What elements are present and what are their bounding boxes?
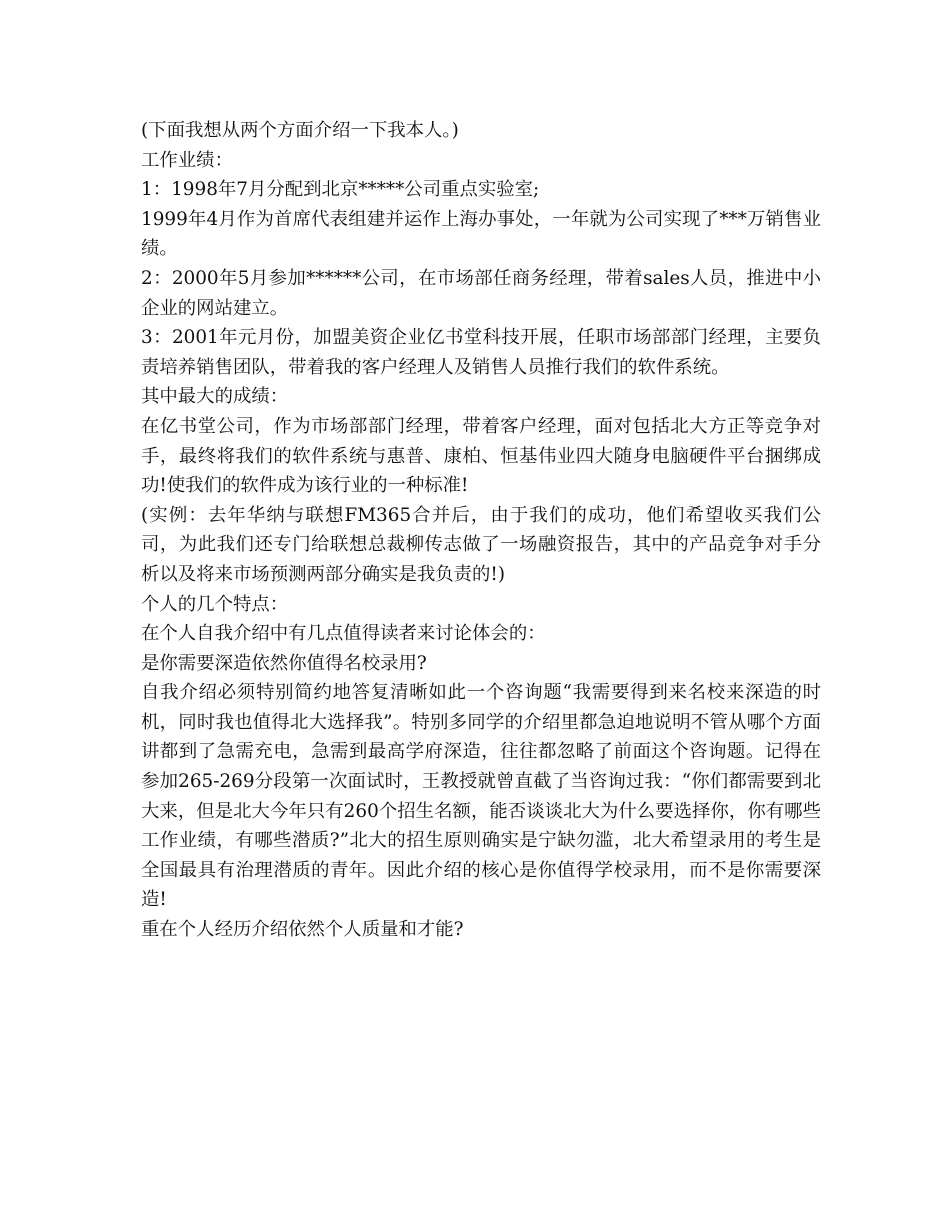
paragraph-discussion-points: 在个人自我介绍中有几点值得读者来讨论体会的： (141, 623, 546, 645)
paragraph-biggest-achievement: 在亿书堂公司，作为市场部部门经理，带着客户经理，面对包括北大方正等竞争对手，最终将我们的软件系统与惠普、康柏、恒基伟业四大随身电脑硬件平台捆绑成功!使我们的软件成为该行业的一种标准! (141, 415, 821, 497)
heading-personal-traits: 个人的几个特点： (141, 593, 289, 615)
heading-work-achievements: 工作业绩： (141, 149, 233, 171)
document-body (141, 116, 821, 945)
heading-biggest-achievement: 其中最大的成绩： (141, 386, 289, 408)
question-experience-or-quality: 重在个人经历介绍依然个人质量和才能? (141, 919, 464, 941)
paragraph-self-introduction-advice: 自我介绍必须特别简约地答复清晰如此一个咨询题“我需要得到来名校来深造的时机，同时我也值得北大选择我”。特别多同学的介绍里都急迫地说明不管从哪个方面讲都到了急需充电，急需到最高学府深造，往往都忽略了前面这个咨询题。记得在参加265-269分段第一次面试时，王教授就曾直截了当咨询过我：“你们都需要到北大来，但是北大今年只有260个招生名额，能否谈谈北大为什么要选择你，你有哪些工作业绩，有哪些潜质?”北大的招生原则确实是宁缺勿滥，北大希望录用的考生是全国最具有治理潜质的青年。因此介绍的核心是你值得学校录用，而不是你需要深造! (141, 682, 821, 911)
paragraph-achievement-1-continued: 1999年4月作为首席代表组建并运作上海办事处，一年就为公司实现了***万销售业绩。 (141, 208, 821, 260)
paragraph-achievement-2: 2：2000年5月参加******公司，在市场部任商务经理，带着sales人员，推进中小企业的网站建立。 (141, 267, 821, 319)
paragraph-intro: (下面我想从两个方面介绍一下我本人。) (141, 120, 459, 141)
question-study-or-worthy: 是你需要深造依然你值得名校录用? (141, 652, 427, 674)
paragraph-achievement-3: 3：2001年元月份，加盟美资企业亿书堂科技开展，任职市场部部门经理，主要负责培养销售团队，带着我的客户经理人及销售人员推行我们的软件系统。 (141, 327, 821, 378)
paragraph-example: (实例：去年华纳与联想FM365合并后，由于我们的成功，他们希望收买我们公司，为此我们还专门给联想总裁柳传志做了一场融资报告，其中的产品竞争对手分析以及将来市场预测两部分确实是我负责的!) (141, 504, 821, 585)
paragraph-achievement-1: 1：1998年7月分配到北京*****公司重点实验室; (141, 179, 540, 201)
